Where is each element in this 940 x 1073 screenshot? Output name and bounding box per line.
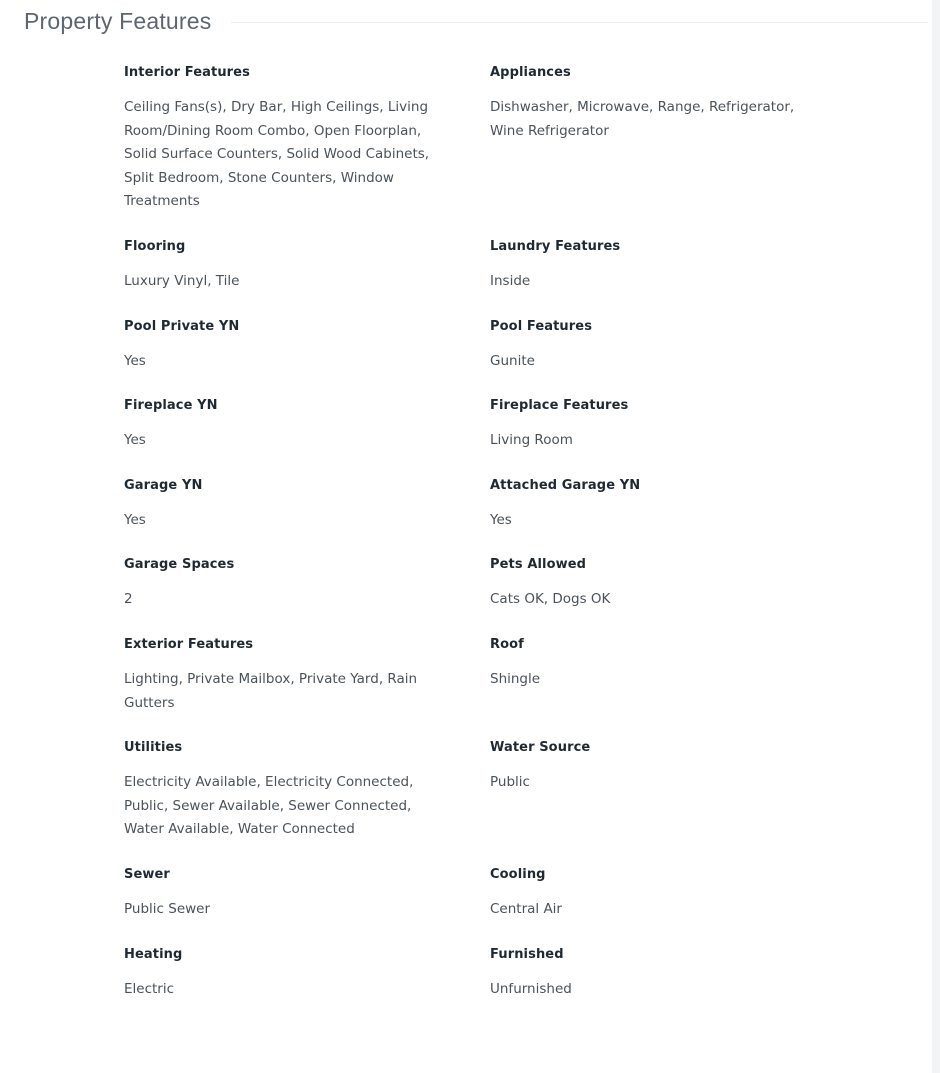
feature-garage-spaces	[124, 556, 490, 636]
feature-heating	[124, 946, 490, 1026]
feature-value: Unfurnished	[490, 980, 572, 997]
section-header	[24, 4, 928, 38]
feature-value: Public	[490, 774, 530, 791]
features-grid	[124, 64, 824, 1025]
feature-fireplace-features	[490, 397, 824, 477]
feature-attached-garage-yn	[490, 477, 824, 557]
feature-value: Gunite	[490, 352, 535, 369]
feature-label: Furnished	[490, 946, 564, 962]
feature-label: Water Source	[490, 740, 591, 756]
section-title: Property Features	[24, 7, 212, 34]
feature-value: Cats OK, Dogs OK	[490, 591, 611, 608]
feature-label: Garage YN	[124, 477, 203, 493]
feature-label: Garage Spaces	[124, 557, 235, 573]
feature-value: Dishwasher, Microwave, Range, Refrigerator, Wine Refrigerator	[490, 99, 795, 139]
feature-cooling	[490, 866, 824, 946]
feature-laundry-features	[490, 238, 824, 318]
feature-pool-private-yn	[124, 318, 490, 398]
feature-label: Fireplace Features	[490, 398, 629, 414]
feature-value: Shingle	[490, 670, 541, 687]
feature-label: Heating	[124, 946, 183, 962]
feature-value: Electricity Available, Electricity Connected, Public, Sewer Available, Sewer Connected, Water Available, Water Connected	[124, 774, 414, 838]
feature-value: Public Sewer	[124, 900, 211, 917]
feature-value: Central Air	[490, 900, 562, 917]
feature-value: Inside	[490, 272, 531, 289]
feature-value: Yes	[124, 352, 146, 369]
feature-value: Ceiling Fans(s), Dry Bar, High Ceilings, Living Room/Dining Room Combo, Open Floorplan, Solid Surface Counters, Solid Wood Cabinets, Split Bedroom, Stone Counters, Window Treatments	[124, 99, 430, 210]
feature-pets-allowed	[490, 556, 824, 636]
feature-value: Electric	[124, 980, 175, 997]
feature-label: Appliances	[490, 65, 571, 80]
feature-value: 2	[124, 591, 133, 608]
feature-label: Exterior Features	[124, 636, 254, 652]
feature-water-source	[490, 739, 824, 866]
feature-label: Fireplace YN	[124, 398, 218, 414]
feature-label: Utilities	[124, 740, 183, 756]
feature-pool-features	[490, 318, 824, 398]
feature-interior-features	[124, 64, 490, 238]
feature-sewer	[124, 866, 490, 946]
feature-label: Pool Features	[490, 318, 593, 334]
feature-garage-yn	[124, 477, 490, 557]
feature-fireplace-yn	[124, 397, 490, 477]
feature-flooring	[124, 238, 490, 318]
feature-furnished	[490, 946, 824, 1026]
feature-label: Laundry Features	[490, 238, 621, 254]
feature-utilities	[124, 739, 490, 866]
feature-label: Flooring	[124, 238, 186, 254]
feature-label: Attached Garage YN	[490, 477, 641, 493]
feature-label: Pool Private YN	[124, 318, 240, 334]
section-divider	[231, 22, 928, 23]
feature-value: Yes	[124, 432, 146, 449]
feature-label: Cooling	[490, 866, 546, 882]
feature-label: Pets Allowed	[490, 557, 587, 573]
feature-value: Luxury Vinyl, Tile	[124, 272, 240, 289]
feature-value: Living Room	[490, 432, 573, 449]
scrollbar-track[interactable]	[932, 0, 940, 1073]
feature-value: Lighting, Private Mailbox, Private Yard, Rain Gutters	[124, 670, 418, 711]
feature-appliances	[490, 64, 824, 238]
feature-label: Sewer	[124, 866, 170, 882]
feature-exterior-features	[124, 636, 490, 739]
feature-label: Roof	[490, 636, 524, 652]
feature-roof	[490, 636, 824, 739]
feature-label: Interior Features	[124, 65, 250, 80]
feature-value: Yes	[490, 511, 512, 528]
feature-value: Yes	[124, 511, 146, 528]
